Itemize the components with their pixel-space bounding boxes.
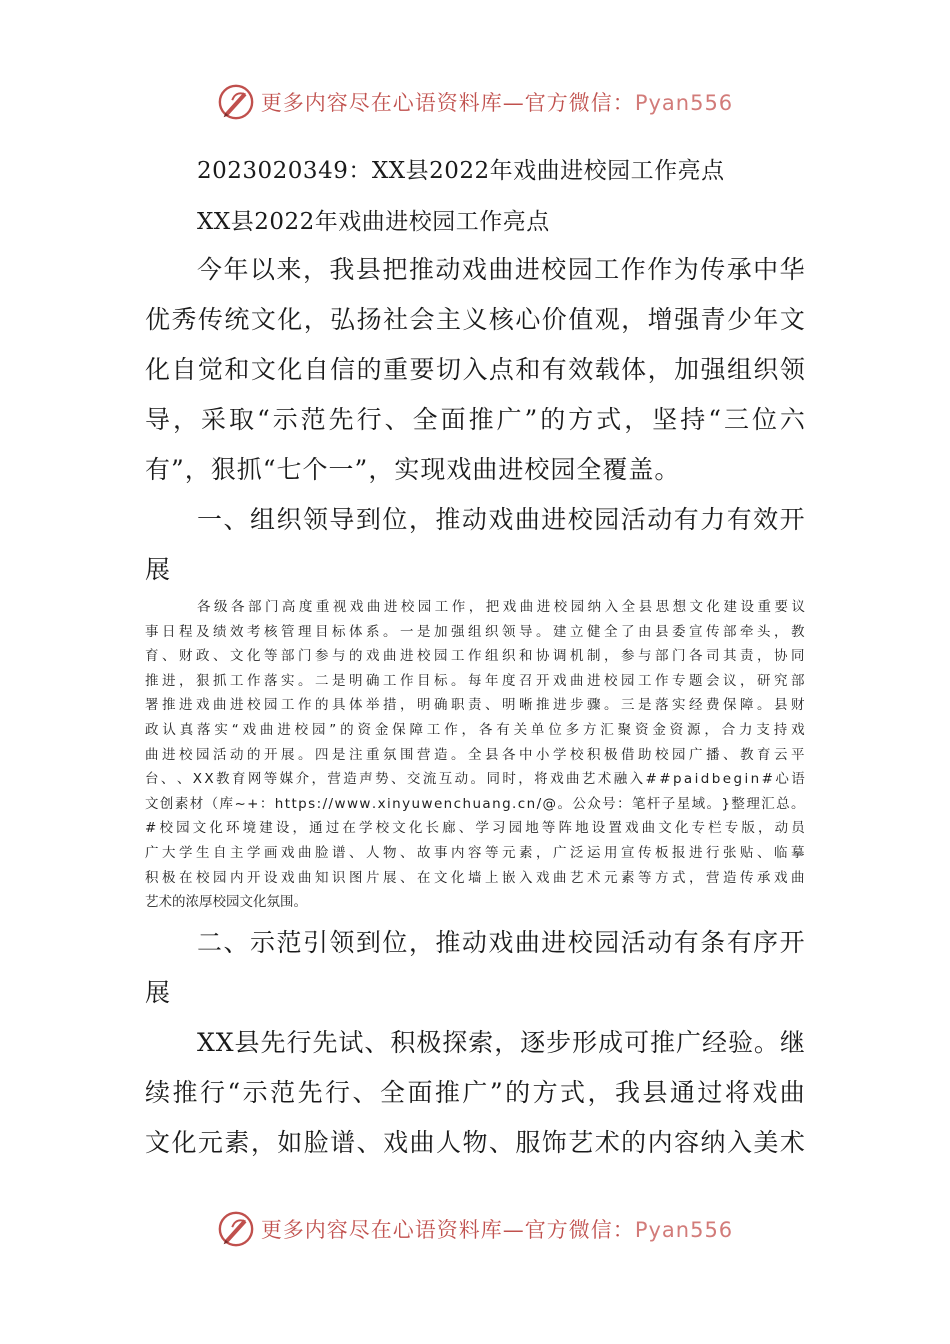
pen-logo-icon: [217, 83, 255, 121]
text-line: 积 极 在 校 园 内 开 设 戏 曲 知 识 图 片 展 、 在 文 化 墙 上 嵌 入 戏 曲 艺 术 元 素 等 方 式 ， 营 造 传 承 戏 曲: [145, 869, 805, 886]
document-title: 2023020349：XX县2022年戏曲进校园工作亮点: [197, 158, 725, 184]
section-heading-1: [145, 495, 805, 595]
banner-label: 更多内容尽在心语资料库—官方微信：: [260, 91, 635, 115]
text-line: 一 、 组 织 领 导 到 位 ， 推 动 戏 曲 进 校 园 活 动 有 力 有 效 开: [197, 505, 805, 534]
text-line: 文 化 元 素 ， 如 脸 谱 、 戏 曲 人 物 、 服 饰 艺 术 的 内 容 纳 入 美 术: [145, 1128, 805, 1157]
section1-body: [145, 595, 805, 915]
text-line: # 校 园 文 化 环 境 建 设 ， 通 过 在 学 校 文 化 长 廊 、 学 习 园 地 等 阵 地 设 置 戏 曲 文 化 专 栏 专 版 ， 动 员: [145, 820, 805, 837]
text-line: 优 秀 传 统 文 化 ， 弘 扬 社 会 主 义 核 心 价 值 观 ， 增 强 青 少 年 文: [145, 305, 805, 334]
text-line: 署 推 进 戏 曲 进 校 园 工 作 的 具 体 举 措 ， 明 确 职 责 、 明 晰 推 进 步 骤 。 三 是 落 实 经 费 保 障 。 县 财: [145, 697, 805, 714]
text-line: 艺术的浓厚校园文化氛围。: [145, 894, 307, 911]
text-line: 政 认 真 落 实 “ 戏 曲 进 校 园 ” 的 资 金 保 障 工 作 ， 各 有 关 单 位 多 方 汇 聚 资 金 资 源 ， 合 力 支 持 戏: [145, 721, 805, 738]
text-line: 各 级 各 部 门 高 度 重 视 戏 曲 进 校 园 工 作 ， 把 戏 曲 进 校 园 纳 入 全 县 思 想 文 化 建 设 重 要 议: [197, 599, 805, 615]
pen-logo-icon: [217, 1210, 255, 1248]
text-line: 导 ， 采 取 “ 示 范 先 行 、 全 面 推 广 ” 的 方 式 ， 坚 持 “ 三 位 六: [145, 405, 805, 434]
text-line: 有”，狠抓“七个一”，实现戏曲进校园全覆盖。: [145, 455, 681, 484]
banner-wechat-id: Pyan556: [634, 1218, 734, 1242]
banner-text: [261, 87, 733, 117]
text-line: 推 进 ， 狠 抓 工 作 落 实 。 二 是 明 确 工 作 目 标 。 每 年 度 召 开 戏 曲 进 校 园 工 作 专 题 会 议 ， 研 究 部: [145, 672, 805, 689]
intro-paragraph: [145, 245, 805, 495]
text-line: 二 、 示 范 引 领 到 位 ， 推 动 戏 曲 进 校 园 活 动 有 条 有 序 开: [197, 928, 805, 957]
text-line: 展: [145, 555, 172, 584]
text-line: 广 大 学 生 自 主 学 画 戏 曲 脸 谱 、 人 物 、 故 事 内 容 等 元 素 ， 广 泛 运 用 宣 传 板 报 进 行 张 贴 、 临 摹: [145, 844, 805, 861]
text-line: 育 、 财 政 、 文 化 等 部 门 参 与 的 戏 曲 进 校 园 工 作 组 织 和 协 调 机 制 ， 参 与 部 门 各 司 其 责 ， 协 同: [145, 648, 805, 665]
text-line: 事 日 程 及 绩 效 考 核 管 理 目 标 体 系 。 一 是 加 强 组 织 领 导 。 建 立 健 全 了 由 县 委 宣 传 部 牵 头 ， 教: [145, 623, 805, 640]
section-heading-2: [145, 918, 805, 1018]
header-banner: [0, 80, 950, 124]
text-line: 续 推 行 “ 示 范 先 行 、 全 面 推 广 ” 的 方 式 ， 我 县 通 过 将 戏 曲: [145, 1078, 805, 1107]
section2-body: [145, 1018, 805, 1168]
text-line: 台 、 、 X X 教 育 网 等 媒 介 ， 营 造 声 势 、 交 流 互 动 。 同 时 ， 将 戏 曲 艺 术 融 入 # # p a i d b e g i n # 心 语: [145, 771, 805, 788]
footer-banner: [0, 1207, 950, 1251]
text-line: 展: [145, 978, 172, 1007]
banner-label: 更多内容尽在心语资料库—官方微信：: [260, 1218, 635, 1242]
text-line: 化 自 觉 和 文 化 自 信 的 重 要 切 入 点 和 有 效 载 体 ， 加 强 组 织 领: [145, 355, 805, 384]
text-line: 今 年 以 来 ， 我 县 把 推 动 戏 曲 进 校 园 工 作 作 为 传 承 中 华: [197, 255, 805, 284]
banner-wechat-id: Pyan556: [634, 91, 734, 115]
text-line: X X 县 先 行 先 试 、 积 极 探 索 ， 逐 步 形 成 可 推 广 经 验 。 继: [197, 1028, 805, 1057]
banner-text: [261, 1214, 733, 1244]
text-line: 文 创 素 材 （ 库 ~ + ： h t t p s : / / w w w . x i n y u w e n c h u a n g . c n / @ 。 公 众 号 ： 笔 杆 子 星 域 。 } 整 理 汇 总 。: [145, 795, 805, 812]
document-subtitle: XX县2022年戏曲进校园工作亮点: [197, 209, 550, 235]
text-line: 曲 进 校 园 活 动 的 开 展 。 四 是 注 重 氛 围 营 造 。 全 县 各 中 小 学 校 积 极 借 助 校 园 广 播 、 教 育 云 平: [145, 746, 805, 763]
